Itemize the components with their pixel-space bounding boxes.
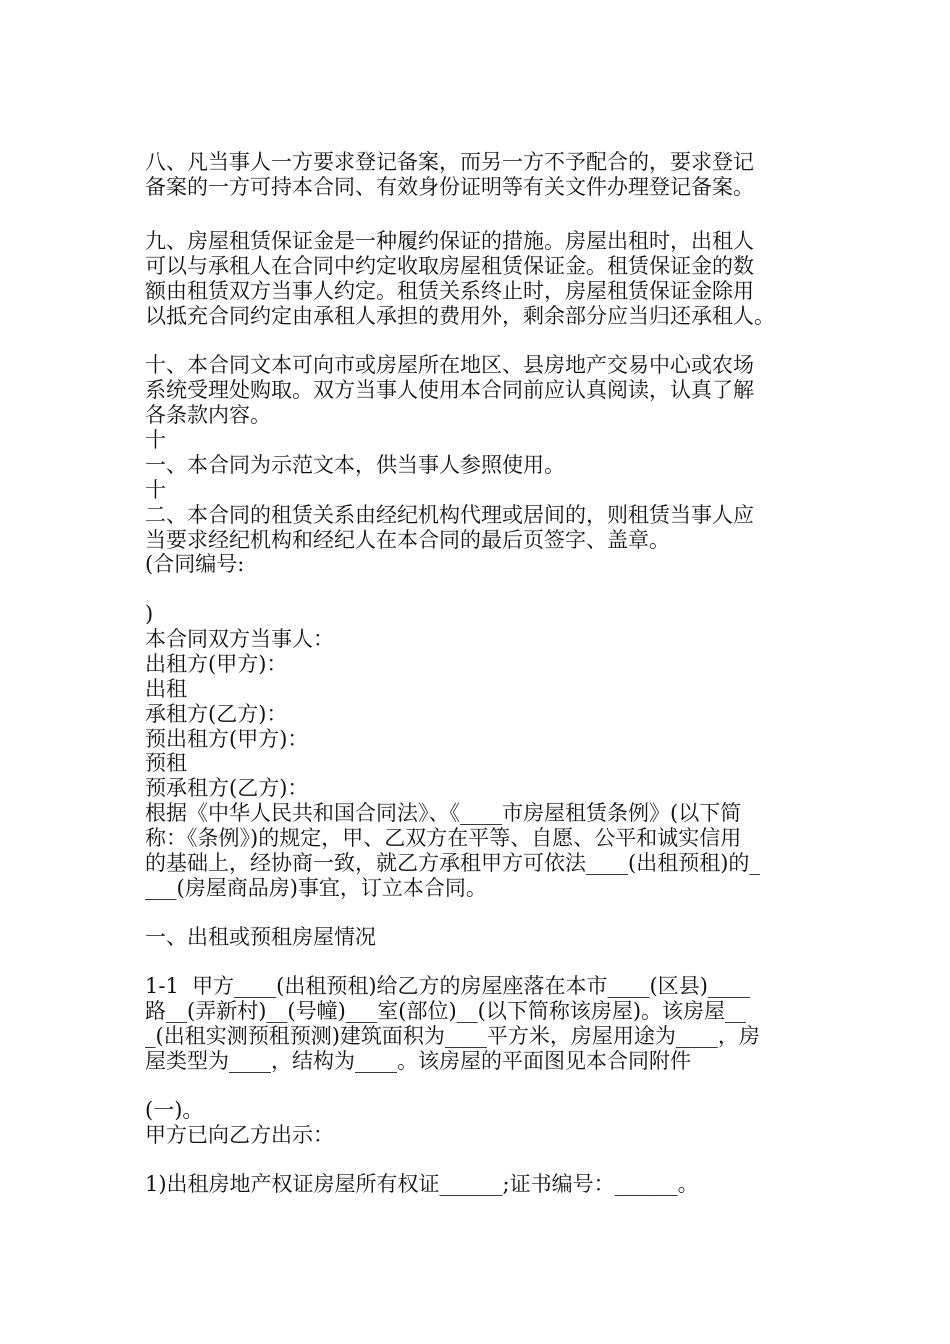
text-line: 称：《条例》)的规定，甲、乙双方在平等、自愿、公平和诚实信用 — [145, 826, 742, 850]
text-line: 屋类型为____，结构为____。该房屋的平面图见本合同附件 — [145, 1049, 691, 1073]
section-heading: 一、出租或预租房屋情况 — [145, 925, 376, 949]
text-line: 的基础上，经协商一致，就乙方承租甲方可依法____(出租预租)的_ — [145, 851, 760, 875]
text-line: ___(房屋商品房)事宜，订立本合同。 — [145, 876, 487, 900]
text-line: 可以与承租人在合同中约定收取房屋租赁保证金。租赁保证金的数 — [145, 254, 754, 278]
text-line: 甲方已向乙方出示： — [145, 1123, 334, 1147]
text-line: 路__(弄新村)__(号幢)___室(部位)__(以下简称该房屋)。该房屋__ — [145, 999, 747, 1023]
text-line: 九、房屋租赁保证金是一种履约保证的措施。房屋出租时，出租人 — [145, 229, 754, 253]
text-line: 八、凡当事人一方要求登记备案，而另一方不予配合的，要求登记 — [145, 150, 754, 174]
text-line: 十 — [145, 478, 166, 502]
text-line: 预出租方(甲方)： — [145, 727, 309, 751]
text-line: 十、本合同文本可向市或房屋所在地区、县房地产交易中心或农场 — [145, 353, 754, 377]
text-line: 各条款内容。 — [145, 403, 271, 427]
text-line: 1-1 甲方____(出租预租)给乙方的房屋座落在本市____(区县)____ — [145, 974, 750, 998]
text-line: 以抵充合同约定由承租人承担的费用外，剩余部分应当归还承租人。 — [145, 304, 775, 328]
text-line: 本合同双方当事人： — [145, 627, 334, 651]
text-line: 预承租方(乙方)： — [145, 776, 309, 800]
text-line: 当要求经纪机构和经纪人在本合同的最后页签字、盖章。 — [145, 528, 670, 552]
text-line: 额由租赁双方当事人约定。租赁关系终止时，房屋租赁保证金除用 — [145, 279, 754, 303]
text-line: 1)出租房地产权证房屋所有权证______;证书编号：______。 — [145, 1172, 699, 1196]
text-line: 系统受理处购取。双方当事人使用本合同前应认真阅读，认真了解 — [145, 378, 754, 402]
text-line: 十 — [145, 428, 166, 452]
text-line: ) — [145, 602, 154, 626]
text-line: 出租 — [145, 677, 187, 701]
text-line: 承租方(乙方)： — [145, 702, 288, 726]
text-line: 预租 — [145, 751, 187, 775]
text-line: (一)。 — [145, 1098, 204, 1122]
text-line: (合同编号: — [145, 552, 245, 576]
text-line: 二、本合同的租赁关系由经纪机构代理或居间的，则租赁当事人应 — [145, 503, 754, 527]
text-line: 出租方(甲方)： — [145, 652, 288, 676]
text-line: _(出租实测预租预测)建筑面积为____平方米，房屋用途为____，房 — [145, 1024, 760, 1048]
text-line: 一、本合同为示范文本，供当事人参照使用。 — [145, 453, 565, 477]
text-line: 根据《中华人民共和国合同法》、《____市房屋租赁条例》(以下简 — [145, 801, 742, 825]
text-line: 备案的一方可持本合同、有效身份证明等有关文件办理登记备案。 — [145, 175, 754, 199]
